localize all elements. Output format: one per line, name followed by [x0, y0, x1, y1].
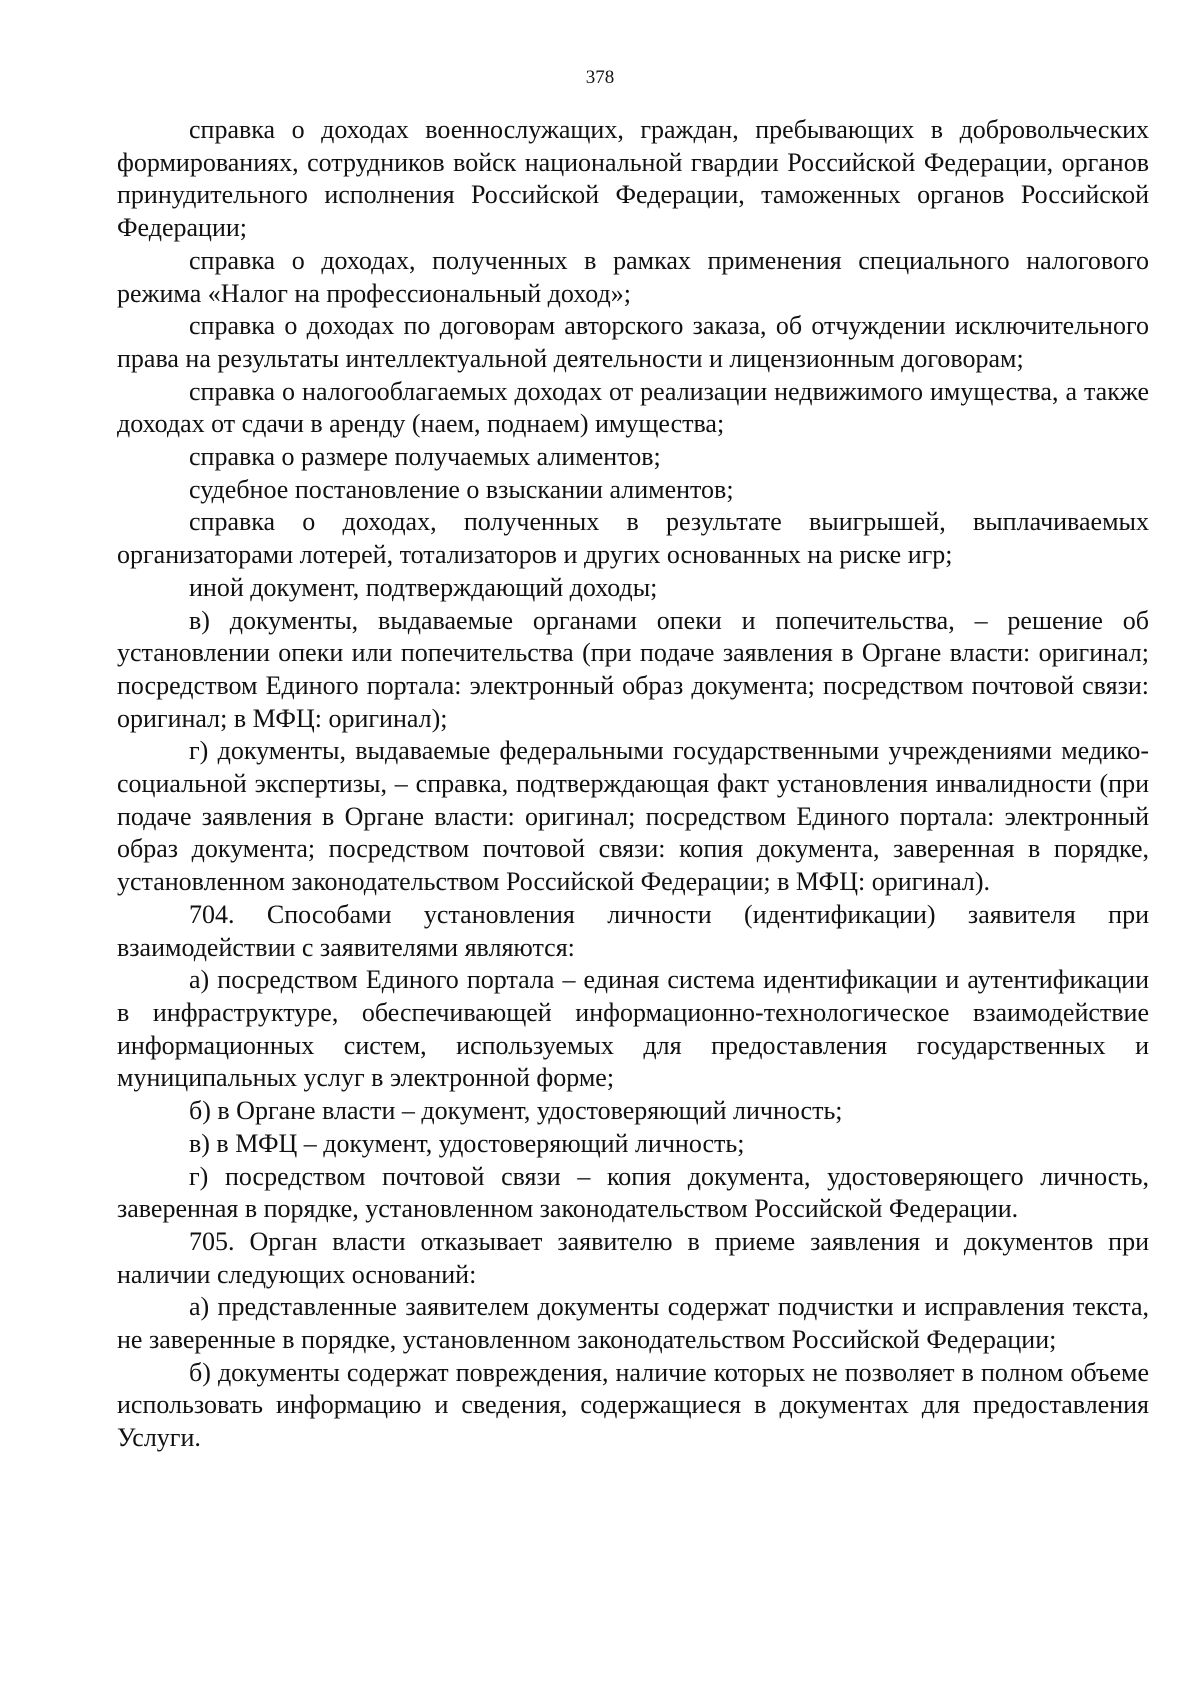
paragraph: в) в МФЦ – документ, удостоверяющий личность; — [189, 1128, 745, 1158]
paragraph: б) документы содержат повреждения, наличие которых не позволяет в полном объеме использовать информацию и сведения, содержащиеся в документах для предоставления Услуги. — [117, 1357, 1149, 1453]
document-body — [117, 114, 1149, 1455]
paragraph: судебное постановление о взыскании алиментов; — [189, 474, 734, 504]
paragraph: справка о доходах, полученных в результате выигрышей, выплачиваемых организаторами лотерей, тотализаторов и других основанных на риске игр; — [117, 507, 1149, 570]
paragraph: б) в Органе власти – документ, удостоверяющий личность; — [189, 1096, 843, 1126]
paragraph: справка о доходах по договорам авторского заказа, об отчуждении исключительного права на результаты интеллектуальной деятельности и лицензионным договорам; — [117, 311, 1149, 373]
paragraph: 705. Орган власти отказывает заявителю в приеме заявления и документов при наличии следующих оснований: — [117, 1226, 1149, 1289]
paragraph: справка о доходах, полученных в рамках применения специального налогового режима «Налог на профессиональный доход»; — [117, 245, 1149, 308]
paragraph: в) документы, выдаваемые органами опеки и попечительства, – решение об установлении опеки или попечительства (при подаче заявления в Органе власти: оригинал; посредством Единого портала: электронный образ документа; посредством почтовой связи: оригинал; в МФЦ: оригинал); — [117, 605, 1149, 733]
paragraph: а) представленные заявителем документы содержат подчистки и исправления текста, не заверенные в порядке, установленном законодательством Российской Федерации; — [117, 1292, 1149, 1355]
paragraph: 704. Способами установления личности (идентификации) заявителя при взаимодействии с заявителями являются: — [117, 899, 1149, 962]
paragraph: г) посредством почтовой связи – копия документа, удостоверяющего личность, заверенная в порядке, установленном законодательством Российской Федерации. — [117, 1161, 1149, 1224]
paragraph: г) документы, выдаваемые федеральными государственными учреждениями медико-социальной экспертизы, – справка, подтверждающая факт установления инвалидности (при подаче заявления в Органе власти: оригинал; посредством Единого портала: электронный образ документа; посредством почтовой связи: копия документа, заверенная в порядке, установленном законодательством Российской Федерации; в МФЦ: оригинал). — [117, 736, 1149, 897]
paragraph: а) посредством Единого портала – единая система идентификации и аутентификации в инфраструктуре, обеспечивающей информационно-технологическое взаимодействие информационных систем, используемых для предоставления государственных и муниципальных услуг в электронной форме; — [117, 965, 1149, 1093]
paragraph: справка о налогооблагаемых доходах от реализации недвижимого имущества, а также доходах от сдачи в аренду (наем, поднаем) имущества; — [117, 376, 1149, 439]
paragraph: справка о доходах военнослужащих, граждан, пребывающих в добровольческих формированиях, сотрудников войск национальной гвардии Российской Федерации, органов принудительного исполнения Российской Федерации, таможенных органов Российской Федерации; — [117, 115, 1149, 243]
paragraph: справка о размере получаемых алиментов; — [189, 442, 661, 472]
paragraph: иной документ, подтверждающий доходы; — [189, 572, 658, 602]
page-number: 378 — [585, 67, 615, 88]
